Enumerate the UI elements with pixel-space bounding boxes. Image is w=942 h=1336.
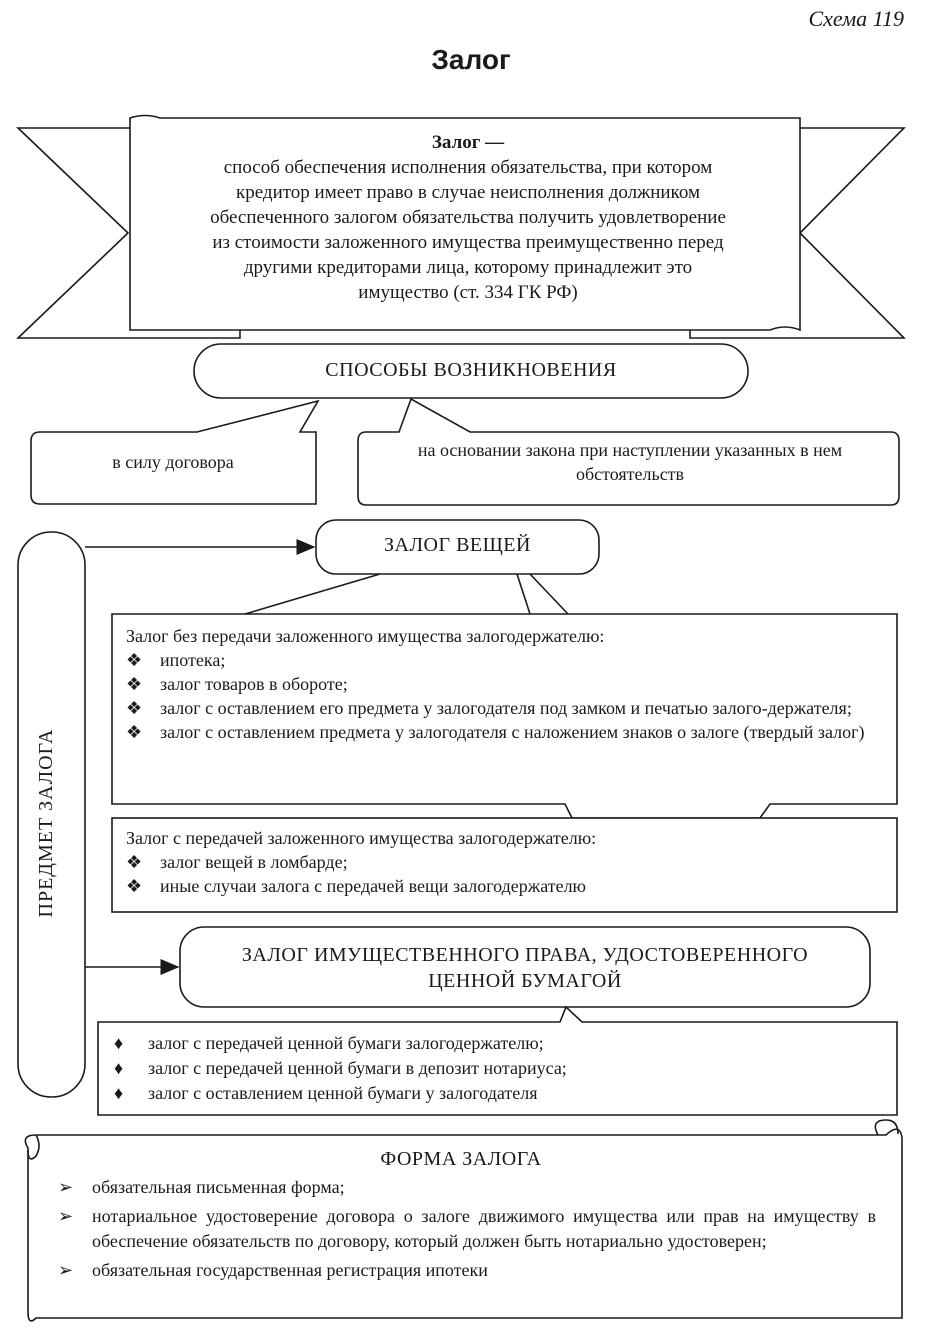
diamond4-bullet-icon: ❖ [126,698,143,718]
list-item: ❖ иные случаи залога с передачей вещи залогодержателю [126,876,586,896]
list-item: ➢ обязательная государственная регистрация ипотеки [44,1258,876,1283]
arrow-bullet-icon: ➢ [58,1260,74,1280]
things-with-intro: Залог с передачей заложенного имущества залогодержателю: [126,828,597,848]
form-content [44,1175,876,1283]
rights-content [100,1031,880,1106]
definition-line: обеспеченного залогом обязательства получить удовлетворение [210,207,726,228]
definition-line: имущество (ст. 334 ГК РФ) [358,282,578,303]
things-without-content [126,624,871,744]
things-without-intro: Залог без передачи заложенного имущества залогодержателю: [126,626,605,646]
definition-text [150,130,786,305]
definition-term: Залог — [431,132,505,153]
list-item: ♦ залог с оставлением ценной бумаги у залогодателя [100,1081,880,1106]
arrow-bullet-icon: ➢ [58,1177,74,1197]
subject-label: ПРЕДМЕТ ЗАЛОГА [35,728,57,918]
schema-number: Схема 119 [808,6,904,31]
rights-heading: ЗАЛОГ ИМУЩЕСТВЕННОГО ПРАВА, УДОСТОВЕРЕННОГО ЦЕННОЙ БУМАГОЙ [241,944,809,992]
definition-line: способ обеспечения исполнения обязательства, при котором [223,157,713,178]
things-with-content [126,826,871,898]
list-item: ♦ залог с передачей ценной бумаги в депозит нотариуса; [100,1056,880,1081]
list-item: ❖ залог товаров в обороте; [126,674,348,694]
diamond4-bullet-icon: ❖ [126,852,143,872]
list-item: ➢ нотариальное удостоверение договора о залоге движимого имущества или прав на имуществу в обеспечение обязательств по договору, который должен быть нотариально удостоверен; [58,1206,876,1251]
definition-line: кредитор имеет право в случае неисполнения должником [236,182,700,203]
diamond-bullet-icon: ♦ [114,1033,124,1053]
origin-heading: СПОСОБЫ ВОЗНИКНОВЕНИЯ [325,359,617,381]
diamond-bullet-icon: ♦ [114,1058,124,1078]
list-item: ❖ ипотека; [126,650,226,670]
diamond4-bullet-icon: ❖ [126,674,143,694]
list-item: ❖ залог с оставлением его предмета у залогодателя под замком и печатью залого-держателя; [126,698,852,718]
form-heading: ФОРМА ЗАЛОГА [380,1148,542,1170]
list-item: ♦ залог с передачей ценной бумаги залогодержателю; [100,1031,880,1056]
definition-line: другими кредиторами лица, которому принадлежит это [243,257,693,278]
page-title: Залог [431,44,511,75]
arrow-bullet-icon: ➢ [58,1206,74,1226]
diamond-bullet-icon: ♦ [114,1083,124,1103]
diamond4-bullet-icon: ❖ [126,650,143,670]
diamond4-bullet-icon: ❖ [126,876,143,896]
origin-by-law: на основании закона при наступлении указанных в нем обстоятельств [417,440,843,484]
list-item: ❖ залог с оставлением предмета у залогодателя с наложением знаков о залоге (твердый залог) [126,722,865,742]
diamond4-bullet-icon: ❖ [126,722,143,742]
list-item: ➢ обязательная письменная форма; [44,1175,876,1200]
definition-line: из стоимости заложенного имущества преимущественно перед [212,232,724,253]
things-heading: ЗАЛОГ ВЕЩЕЙ [384,534,531,556]
list-item: ❖ залог вещей в ломбарде; [126,852,348,872]
origin-by-contract: в силу договора [112,452,234,472]
